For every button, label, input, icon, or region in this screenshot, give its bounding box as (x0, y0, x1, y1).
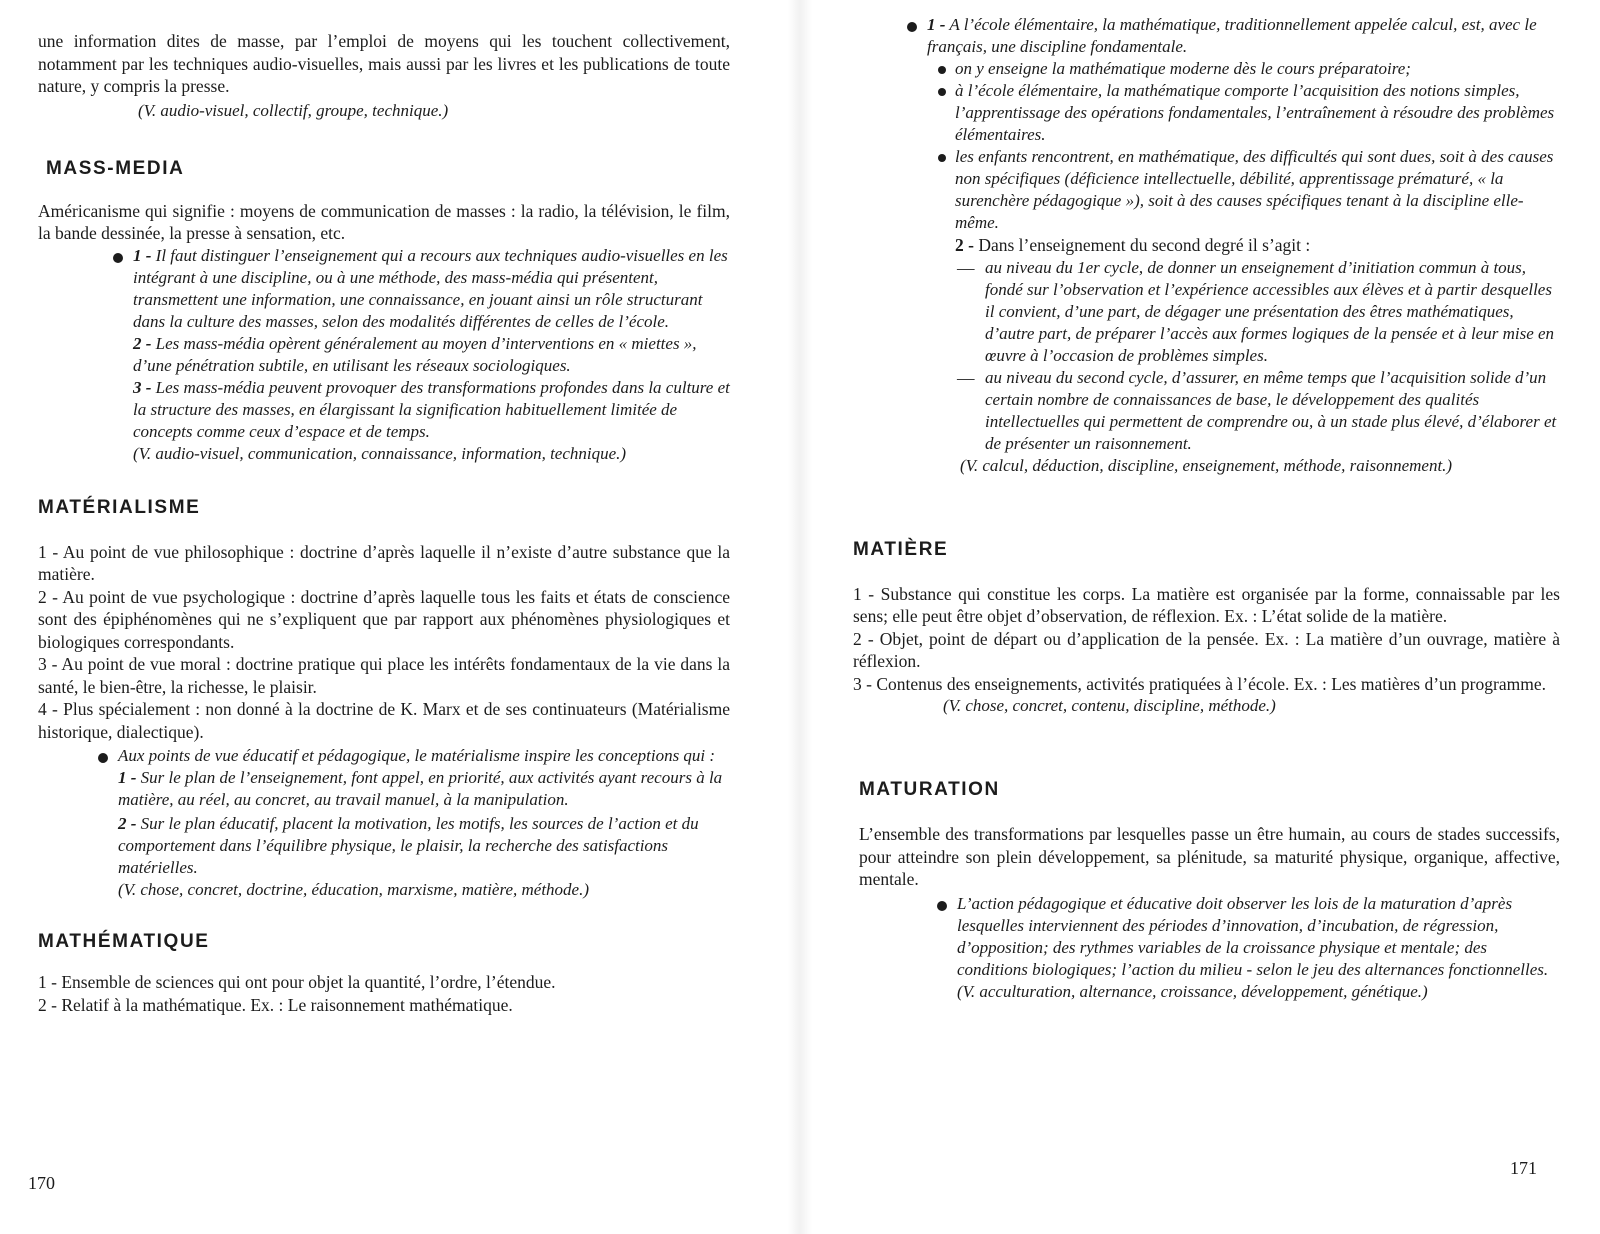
math-bullet-1: on y enseigne la mathématique moderne dès le cours préparatoire; (955, 58, 1560, 80)
materialisme-point-2: 2 - Sur le plan éducatif, placent la motivation, les motifs, les sources de l’action et du comportement dans l’équilibre physique, le plaisir, la recherche des satisfactions matérielles. (118, 814, 699, 877)
bullet-dot (98, 753, 108, 763)
page-number-left: 170 (28, 1173, 55, 1193)
materialisme-point-1: 1 - Sur le plan de l’enseignement, font appel, en priorité, aux activités ayant recours à la matière, au réel, au concret, au travail manuel, à la manipulation. (118, 768, 723, 809)
mathematique-def-1: 1 - Ensemble de sciences qui ont pour objet la quantité, l’ordre, l’étendue. (38, 972, 556, 992)
entry-title-matiere: MATIÈRE (853, 538, 949, 560)
materialisme-def-3: 3 - Au point de vue moral : doctrine pratique qui place les intérêts fondamentaux de la vie dans la santé, le bien-être, la richesse, le plaisir. (38, 654, 730, 697)
math-reference: (V. calcul, déduction, discipline, enseignement, méthode, raisonnement.) (960, 455, 1453, 475)
maturation-definition: L’ensemble des transformations par lesquelles passe un être humain, au cours de stades successifs, pour atteindre son plein développement, sa plénitude, sa maturité physique, organique, affective, mentale. (859, 824, 1560, 889)
materialisme-def-2: 2 - Au point de vue psychologique : doctrine d’après laquelle tous les faits et états de conscience sont des épiphénomènes qui ne s’expliquent que par rapport aux phénomènes physiologiques et biologiques correspondants. (38, 586, 730, 652)
math-dash-item-2: — au niveau du second cycle, d’assurer, en même temps que l’acquisition solide d’un certain nombre de connaissances de base, le développement des qualités intellectuelles qui permettent de comprendre ou, à un stade plus élevé, d’élaborer et de présenter un raisonnement. (957, 367, 1557, 453)
materialisme-def-4: 4 - Plus spécialement : non donné à la doctrine de K. Marx et de ses continuateurs (Matérialisme historique, dialectique). (38, 699, 730, 742)
bullet-dot (938, 88, 946, 96)
matiere-reference: (V. chose, concret, contenu, discipline, méthode.) (943, 696, 1276, 715)
bullet-dot (938, 154, 946, 162)
mass-media-point-3: 3 - Les mass-média peuvent provoquer des transformations profondes dans la culture et la structure des masses, en élargissant la signification habituellement limitée de concepts comme ceux d’espace et de temps. (133, 377, 730, 441)
math-point-2: 2 - Dans l’enseignement du second degré il s’agit : (955, 235, 1311, 255)
materialisme-reference: (V. chose, concret, doctrine, éducation, marxisme, matière, méthode.) (118, 880, 589, 899)
bullet-dot (907, 22, 917, 32)
bullet-dot (938, 66, 946, 74)
page-number-right: 171 (1510, 1158, 1537, 1178)
mass-media-point-2: 2 - Les mass-média opèrent généralement au moyen d’interventions en « miettes », d’une pénétration subtile, en utilisant les réseaux sociologiques. (133, 333, 697, 375)
matiere-def-1: 1 - Substance qui constitue les corps. La matière est organisée par la forme, connaissable par les sens; elle peut être objet d’observation, de réflexion. Ex. : L’état solide de la matière. (853, 583, 1560, 626)
entry-title-maturation: MATURATION (859, 779, 1000, 800)
entry-title-mass-media: MASS-MEDIA (46, 157, 185, 179)
maturation-reference: (V. acculturation, alternance, croissance, développement, génétique.) (957, 981, 1428, 1001)
math-bullet-3: les enfants rencontrent, en mathématique, des difficultés qui sont dues, soit à des causes non spécifiques (déficience intellectuelle, débilité, apprentissage prématuré, « la surenchère pédagogique »), soit à des causes spécifiques tenant à la discipline elle-même. (955, 146, 1560, 234)
math-point-1: 1 - A l’école élémentaire, la mathématique, traditionnellement appelée calcul, est, avec le français, une discipline fondamentale. (927, 14, 1560, 58)
matiere-def-3: 3 - Contenus des enseignements, activités pratiquées à l’école. Ex. : Les matières d’un programme. (853, 673, 1546, 694)
bullet-dot (113, 253, 123, 263)
math-bullet-2: à l’école élémentaire, la mathématique comporte l’acquisition des notions simples, l’apprentissage des opérations fondamentales, l’entraînement à résoudre des problèmes élémentaires. (955, 80, 1560, 146)
mass-media-definition: Américanisme qui signifie : moyens de communication de masses : la radio, la télévision, le film, la bande dessinée, la presse à sensation, etc. (38, 200, 730, 243)
matiere-def-2: 2 - Objet, point de départ ou d’application de la pensée. Ex. : La matière d’un ouvrage, matière à réflexion. (853, 628, 1560, 671)
intro-reference: (V. audio-visuel, collectif, groupe, technique.) (138, 100, 449, 120)
materialisme-bullet: Aux points de vue éducatif et pédagogique, le matérialisme inspire les conceptions qui : (118, 745, 730, 767)
entry-title-mathematique: MATHÉMATIQUE (38, 931, 210, 952)
mass-media-point-1: 1 - Il faut distinguer l’enseignement qui a recours aux techniques audio-visuelles en les intégrant à une discipline, ou à une méthode, des mass-média qui présentent, transmettent une information, une connaissance, en jouant ainsi un rôle structurant dans la culture des masses, selon des modalités différentes de celles de l’école. (133, 245, 730, 333)
maturation-bullet: L’action pédagogique et éducative doit observer les lois de la maturation d’après lesquelles interviennent des périodes d’innovation, d’incubation, de régression, d’opposition; des rythmes variables de la croissance physique et mentale; des conditions biologiques; l’action du milieu - selon le jeu des alternances fonctionnelles. (957, 893, 1560, 981)
entry-title-materialisme: MATÉRIALISME (38, 496, 201, 518)
right-page (800, 0, 1600, 1234)
mass-media-reference: (V. audio-visuel, communication, connaissance, information, technique.) (133, 443, 627, 463)
mathematique-def-2: 2 - Relatif à la mathématique. Ex. : Le raisonnement mathématique. (38, 994, 513, 1015)
bullet-dot (937, 901, 947, 911)
math-dash-item-1: — au niveau du 1er cycle, de donner un enseignement d’initiation commun à tous, fondé sur l’observation et l’expérience accessibles aux élèves et à partir desquelles il convient, d’une part, de dégager une présentation des êtres mathématiques, d’autre part, de préparer l’accès aux formes logiques de la pensée et à leur mise en œuvre à l’occasion de problèmes simples. (957, 257, 1555, 365)
materialisme-def-1: 1 - Au point de vue philosophique : doctrine d’après laquelle il n’existe d’autre substance que la matière. (38, 541, 730, 584)
intro-text: une information dites de masse, par l’emploi de moyens qui les touchent collectivement, notamment par les techniques audio-visuelles, mais aussi par les livres et les publications de toute nature, y compris la presse. (38, 31, 730, 96)
